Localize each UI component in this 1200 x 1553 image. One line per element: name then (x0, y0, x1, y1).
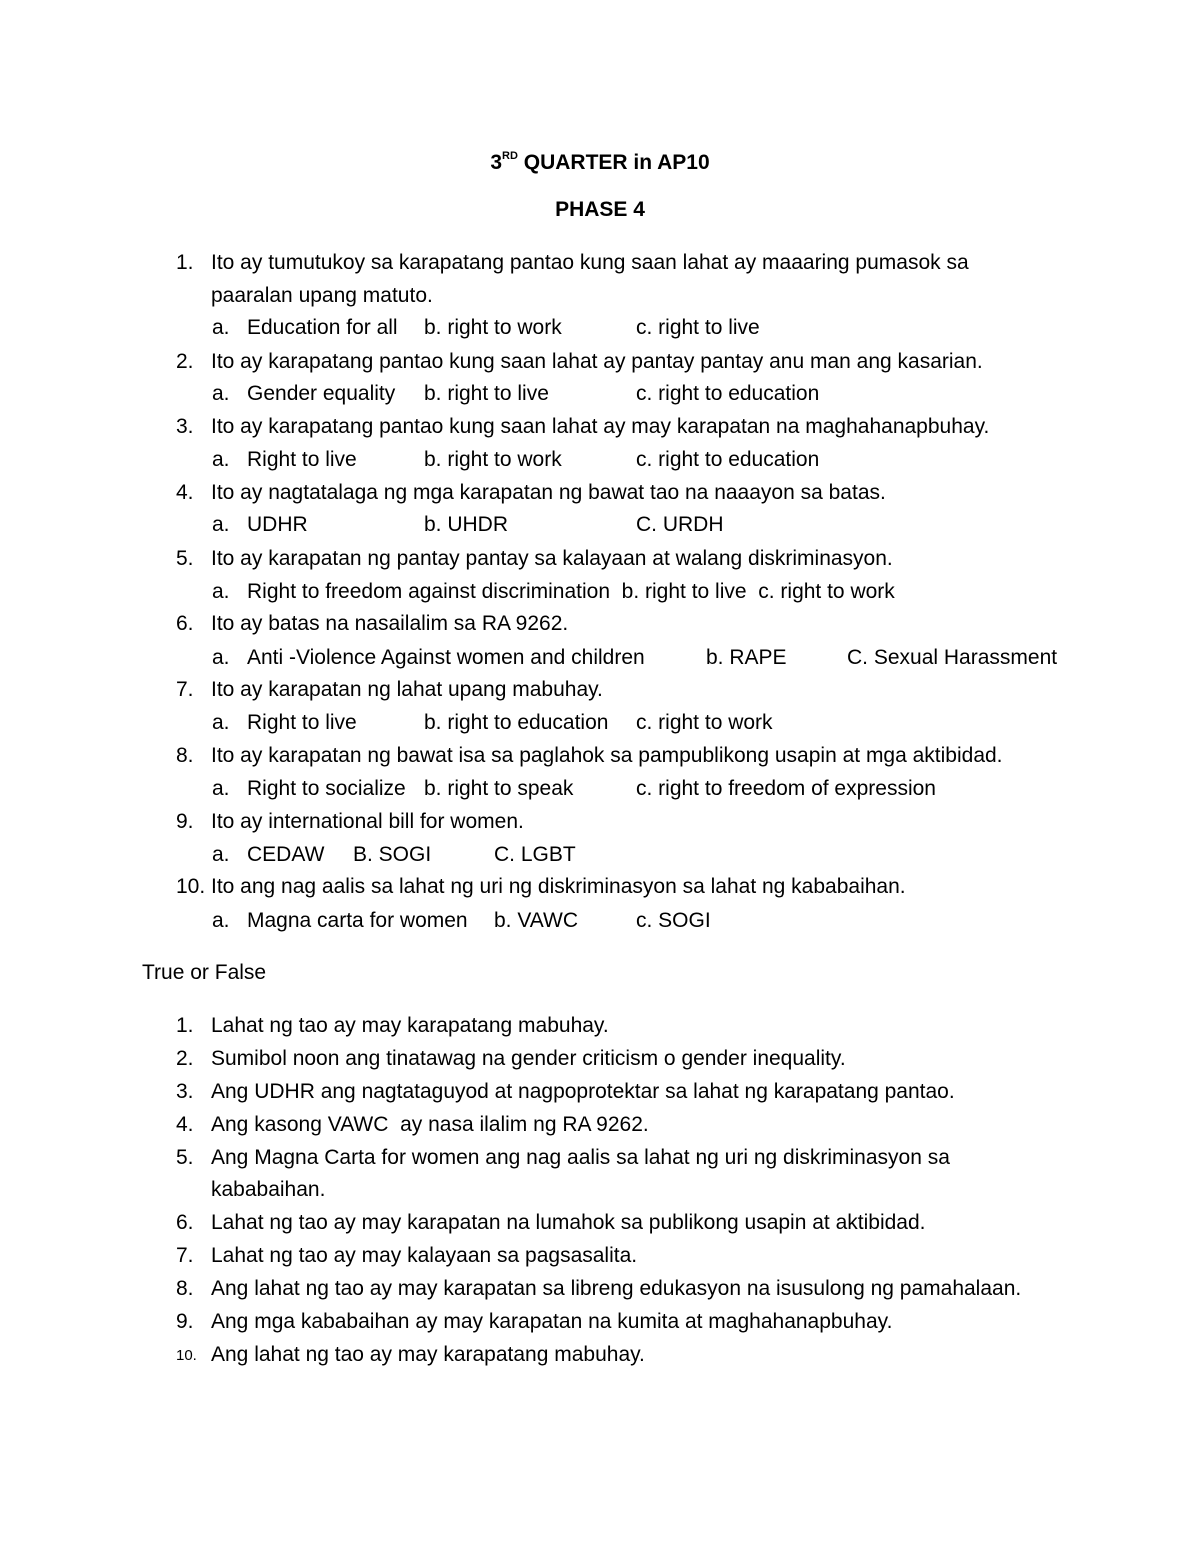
option-letter: a. (212, 711, 230, 734)
item-number: 8. (176, 1277, 194, 1300)
question-number: 6. (176, 612, 194, 635)
question-number: 9. (176, 810, 194, 833)
option-c: C. Sexual Harassment (847, 646, 1058, 669)
item-number: 10. (176, 1347, 197, 1364)
option-letter: a. (212, 580, 230, 603)
item-text: Lahat ng tao ay may kalayaan sa pagsasalita. (211, 1244, 638, 1267)
question-number: 5. (176, 547, 194, 570)
option-a: Gender equality (247, 382, 396, 405)
option-letter: a. (212, 513, 230, 536)
option-letter: a. (212, 843, 230, 866)
item-text: Ang kasong VAWC ay nasa ilalim ng RA 9262. (211, 1113, 649, 1136)
item-text: Lahat ng tao ay may karapatang mabuhay. (211, 1014, 609, 1037)
option-c: C. LGBT (494, 843, 576, 866)
option-a: Anti -Violence Against women and children (247, 646, 645, 669)
question-text: Ito ay karapatang pantao kung saan lahat ay may karapatan na maghahanapbuhay. (211, 415, 990, 438)
question-number: 10. (176, 875, 206, 898)
question-number: 3. (176, 415, 194, 438)
option-c: c. right to work (636, 711, 773, 734)
question-text: Ito ay karapatan ng pantay pantay sa kalayaan at walang diskriminasyon. (211, 547, 893, 570)
item-text: Ang Magna Carta for women ang nag aalis sa lahat ng uri ng diskriminasyon sa (211, 1146, 950, 1169)
option-b: B. SOGI (353, 843, 432, 866)
question-text: Ito ang nag aalis sa lahat ng uri ng diskriminasyon sa lahat ng kababaihan. (211, 875, 906, 898)
option-c: c. right to freedom of expression (636, 777, 936, 800)
question-number: 7. (176, 678, 194, 701)
option-b: b. UHDR (424, 513, 509, 536)
option-b: b. right to live (424, 382, 549, 405)
question-text: Ito ay international bill for women. (211, 810, 524, 833)
page-title (0, 145, 1200, 176)
item-text: Ang mga kababaihan ay may karapatan na kumita at maghahanapbuhay. (211, 1310, 893, 1333)
question-text: Ito ay karapatan ng bawat isa sa paglahok sa pampublikong usapin at mga aktibidad. (211, 744, 1003, 767)
item-text-continued: kababaihan. (211, 1178, 326, 1201)
option-letter: a. (212, 646, 230, 669)
item-text: Sumibol noon ang tinatawag na gender criticism o gender inequality. (211, 1047, 846, 1070)
question-text: Ito ay tumutukoy sa karapatang pantao kung saan lahat ay maaaring pumasok sa (211, 251, 969, 274)
option-b: b. right to speak (424, 777, 574, 800)
option-b: b. right to work (424, 316, 562, 339)
option-c: c. right to education (636, 448, 820, 471)
title-superscript: RD (502, 150, 518, 162)
option-a: UDHR (247, 513, 308, 536)
option-c: c. right to live (636, 316, 760, 339)
item-number: 6. (176, 1211, 194, 1234)
option-letter: a. (212, 909, 230, 932)
option-letter: a. (212, 316, 230, 339)
item-number: 5. (176, 1146, 194, 1169)
title-suffix: QUARTER in AP10 (517, 151, 710, 174)
item-number: 7. (176, 1244, 194, 1267)
item-number: 4. (176, 1113, 194, 1136)
option-b: b. RAPE (706, 646, 787, 669)
option-letter: a. (212, 777, 230, 800)
option-a: Magna carta for women (247, 909, 468, 932)
option-b: b. right to work (424, 448, 562, 471)
option-c: C. URDH (636, 513, 724, 536)
option-a: Right to socialize (247, 777, 406, 800)
item-text: Lahat ng tao ay may karapatan na lumahok sa publikong usapin at aktibidad. (211, 1211, 926, 1234)
item-number: 9. (176, 1310, 194, 1333)
option-b: b. VAWC (494, 909, 579, 932)
phase-heading: PHASE 4 (555, 198, 645, 221)
option-all: Right to freedom against discrimination b. right to live c. right to work (247, 580, 895, 603)
item-number: 3. (176, 1080, 194, 1103)
item-text: Ang lahat ng tao ay may karapatang mabuhay. (211, 1343, 645, 1366)
question-text-continued: paaralan upang matuto. (211, 284, 433, 307)
option-letter: a. (212, 448, 230, 471)
question-number: 4. (176, 481, 194, 504)
question-number: 1. (176, 251, 194, 274)
title-prefix: 3 (490, 151, 503, 174)
item-number: 1. (176, 1014, 194, 1037)
option-c: c. right to education (636, 382, 820, 405)
item-number: 2. (176, 1047, 194, 1070)
option-a: Education for all (247, 316, 398, 339)
section-heading-true-false: True or False (142, 961, 267, 984)
option-a: Right to live (247, 711, 357, 734)
question-number: 2. (176, 350, 194, 373)
question-number: 8. (176, 744, 194, 767)
item-text: Ang UDHR ang nagtataguyod at nagpoprotektar sa lahat ng karapatang pantao. (211, 1080, 955, 1103)
question-text: Ito ay batas na nasailalim sa RA 9262. (211, 612, 569, 635)
option-b: b. right to education (424, 711, 609, 734)
question-text: Ito ay karapatang pantao kung saan lahat ay pantay pantay anu man ang kasarian. (211, 350, 983, 373)
option-a: CEDAW (247, 843, 325, 866)
option-a: Right to live (247, 448, 357, 471)
question-text: Ito ay nagtatalaga ng mga karapatan ng bawat tao na naaayon sa batas. (211, 481, 886, 504)
item-text: Ang lahat ng tao ay may karapatan sa libreng edukasyon na isusulong ng pamahalaan. (211, 1277, 1022, 1300)
question-text: Ito ay karapatan ng lahat upang mabuhay. (211, 678, 603, 701)
option-letter: a. (212, 382, 230, 405)
option-c: c. SOGI (636, 909, 711, 932)
